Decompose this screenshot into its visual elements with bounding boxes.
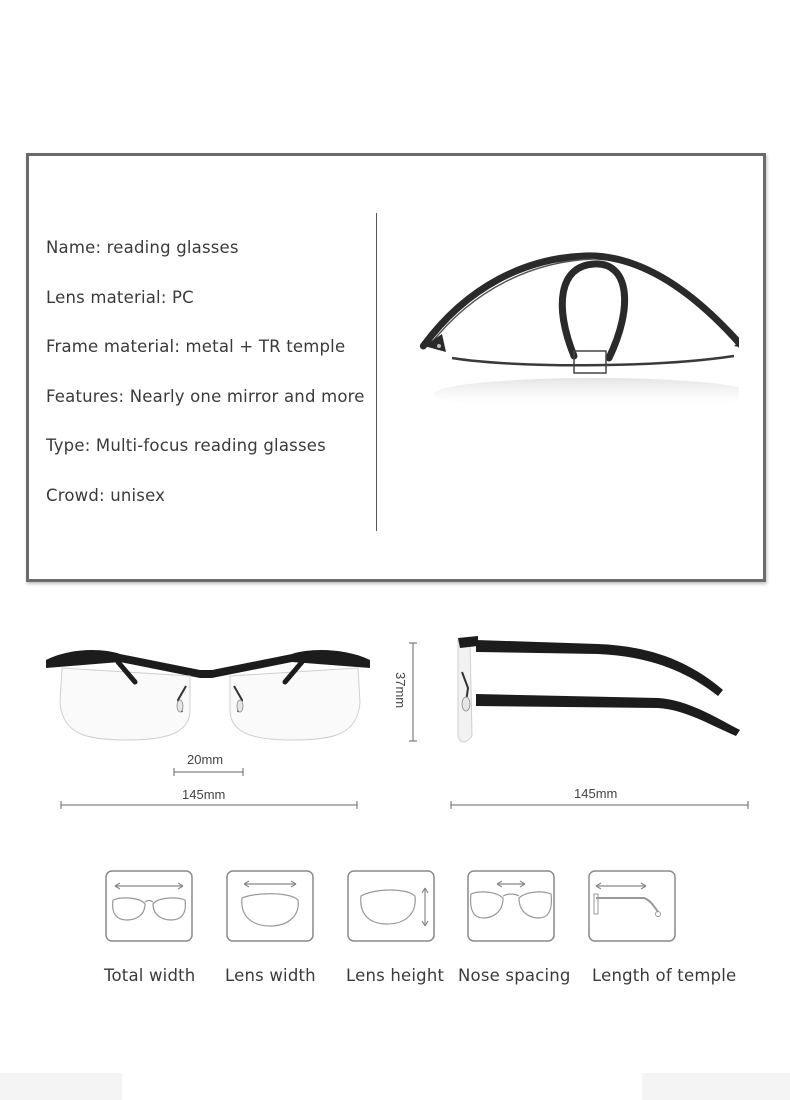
total-width-icon	[105, 870, 193, 942]
nose-spacing-label: Nose spacing	[458, 966, 571, 985]
spec-name: Name: reading glasses	[46, 238, 239, 257]
spec-crowd: Crowd: unisex	[46, 485, 166, 505]
lens-width-icon	[226, 870, 314, 942]
total-width-label: Total width	[104, 966, 196, 985]
footer-shade-right	[642, 1073, 790, 1100]
front-width-dimension: 145mm	[182, 787, 226, 802]
nose-spacing-dimension: 20mm	[187, 752, 224, 767]
temple-length-label: Length of temple	[592, 966, 737, 985]
lens-height-dimension: 37mm	[393, 672, 408, 709]
spec-lens-material: Lens material: PC	[46, 287, 194, 307]
lens-width-label: Lens width	[225, 966, 316, 985]
footer-shade-left	[0, 1073, 122, 1100]
temple-length-icon	[588, 870, 676, 942]
temple-length-dimension: 145mm	[574, 786, 618, 801]
spec-frame-material: Frame material: metal + TR temple	[46, 337, 346, 357]
spec-type: Type: Multi-focus reading glasses	[46, 436, 326, 456]
nose-spacing-icon	[467, 870, 555, 942]
spec-features: Features: Nearly one mirror and more	[46, 386, 365, 406]
lens-height-label: Lens height	[346, 966, 445, 985]
lens-height-icon	[347, 870, 435, 942]
